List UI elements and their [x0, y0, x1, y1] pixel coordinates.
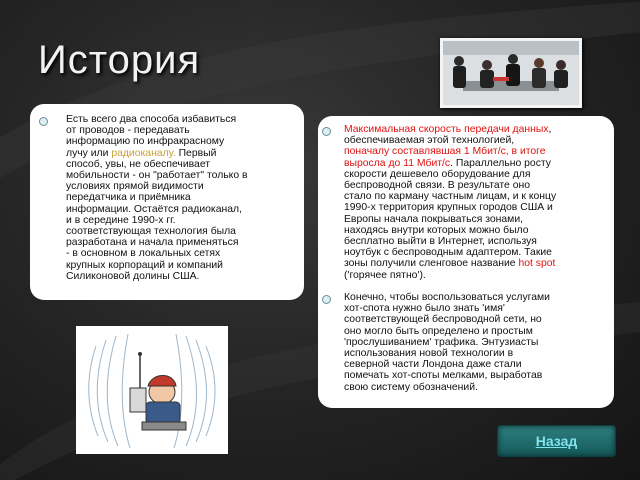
text-line: соответствующая технология была [66, 226, 236, 238]
text-line [344, 158, 556, 169]
text-line: 1990-х территория крупных городов США и [344, 202, 553, 214]
text-line: информацию по инфракрасному [66, 136, 225, 148]
text-line: свою систему обозначений. [344, 381, 478, 393]
max-speed-highlight: Максимальная скорость передачи данных [344, 124, 549, 135]
text-line: обеспечиваемая этой технологией, [344, 135, 515, 147]
text-line: находясь внутри которых можно было [344, 224, 529, 236]
text-fragment: зоны получили сленговое название [344, 258, 519, 270]
text-line: соответствующей беспроводной сети, но [344, 314, 542, 326]
text-line: способ, увы, не обеспечивает [66, 158, 211, 170]
radio-channel-link[interactable]: радиоканалу. [111, 147, 176, 159]
meeting-photo [440, 38, 582, 108]
text-line: хот-спота нужно было знать 'имя' [344, 303, 505, 315]
text-line: стало по карману частным лицам, и к концу [344, 191, 557, 203]
right-paragraph-2 [344, 292, 550, 393]
text-line: и в середине 1990-х гг. [66, 214, 176, 226]
text-line: разработана и начала применяться [66, 237, 239, 249]
text-line: Силиконовой долины США. [66, 270, 200, 282]
text-line: бесплатно выйти в Интернет, используя [344, 236, 537, 248]
right-paragraph-1 [344, 124, 556, 281]
text-line: Конечно, чтобы воспользоваться услугами [344, 292, 550, 303]
text-line: Европы начала покрываться зонами, [344, 213, 524, 225]
bullet-icon [322, 295, 331, 304]
text-fragment: . Параллельно росту [450, 157, 551, 169]
text-line: ('горячее пятно'). [344, 269, 426, 281]
text-line: Есть всего два способа избавиться [66, 114, 237, 125]
text-line: северной части Лондона даже стали [344, 359, 522, 371]
text-line: использования новой технологии в [344, 348, 514, 360]
left-paragraph [66, 114, 248, 282]
text-line: скорости дешевело оборудование для [344, 168, 531, 180]
text-line: беспроводной связи. В результате оно [344, 180, 531, 192]
text-fragment: , [548, 124, 552, 135]
text-line: передатчика и приёмника [66, 192, 191, 204]
right-text-panel [318, 116, 614, 408]
text-line: крупных корпораций и компаний [66, 259, 223, 271]
speed-highlight: поначалу составлявшая 1 Мбит/с, в итоге [344, 146, 546, 158]
text-line: помечать хот-споты мелками, выработав [344, 370, 543, 382]
text-line: оно могло быть определено и простым [344, 325, 533, 337]
text-fragment: лучу или [66, 147, 112, 159]
bullet-icon [322, 127, 331, 136]
wireless-user-illustration [76, 326, 228, 454]
text-line: информации. Остаётся радиоканал, [66, 203, 242, 215]
text-line: условиях прямой видимости [66, 181, 204, 193]
text-fragment: Первый [175, 147, 217, 159]
text-line [344, 124, 556, 135]
text-line: 'прослушиванием' трафика. Энтузиасты [344, 336, 539, 348]
text-line: от проводов - передавать [66, 125, 190, 137]
text-line: ноутбук с беспроводным адаптером. Такие [344, 247, 552, 259]
text-line [66, 148, 248, 159]
text-line [344, 258, 556, 269]
left-text-panel [30, 104, 304, 300]
speed-highlight: выросла до 11 Мбит/с [344, 157, 451, 169]
text-line: - в основном в локальных сетях [66, 248, 221, 260]
page-title: История [38, 38, 201, 82]
hot-spot-term: hot spot [518, 258, 556, 270]
back-button[interactable]: Назад [497, 425, 616, 457]
bullet-icon [39, 117, 48, 126]
text-line: мобильности - он "работает" только в [66, 170, 248, 182]
